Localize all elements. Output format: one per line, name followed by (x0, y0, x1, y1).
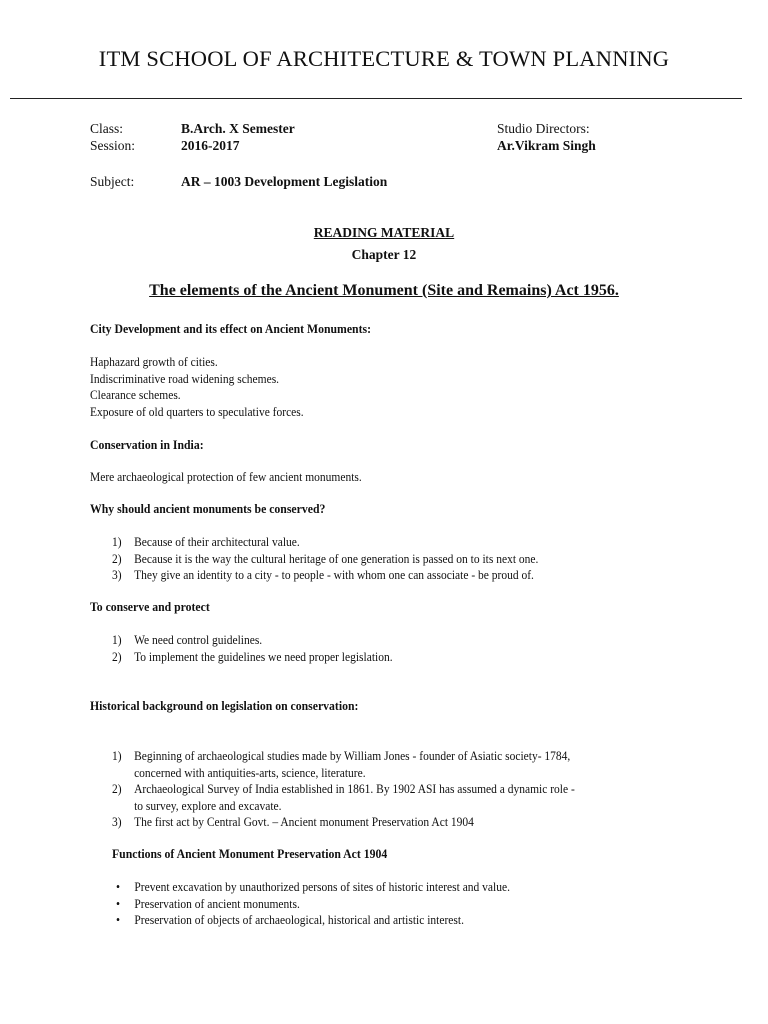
list-item-text: Because of their architectural value. (134, 535, 300, 549)
list-item-text: Beginning of archaeological studies made by William Jones - founder of Asiatic society- 1784, (134, 749, 571, 763)
class-value: B.Arch. X Semester (181, 121, 295, 136)
list-item-text: The first act by Central Govt. – Ancient monument Preservation Act 1904 (134, 815, 474, 829)
list-item-text: Archaeological Survey of India established in 1861. By 1902 ASI has assumed a dynamic role - (134, 782, 575, 796)
list-item-text-continued: concerned with antiquities-arts, science, literature. (134, 765, 366, 780)
list-number: 2) (112, 782, 122, 796)
list-number: 3) (112, 815, 122, 829)
list-item (112, 814, 575, 831)
bullet-icon: • (116, 880, 121, 894)
list-item-text: Prevent excavation by unauthorized persons of sites of historic interest and value. (134, 880, 510, 894)
section-heading-why-conserve: Why should ancient monuments be conserved? (90, 502, 326, 516)
list-item: Indiscriminative road widening schemes. (90, 371, 280, 386)
class-label: Class: (90, 121, 124, 136)
chapter-label: Chapter 12 (351, 247, 417, 262)
why-conserve-list (112, 534, 701, 584)
list-item: Clearance schemes. (90, 388, 181, 402)
section-heading-city-development: City Development and its effect on Ancient Monuments: (90, 322, 372, 336)
list-item-text: We need control guidelines. (134, 633, 263, 647)
list-number: 1) (112, 535, 122, 549)
reading-material-heading: READING MATERIAL (313, 225, 455, 240)
list-item (112, 567, 701, 584)
list-item (116, 896, 510, 913)
section-heading-conserve-protect: To conserve and protect (90, 600, 210, 614)
functions-bullet-list (116, 879, 510, 929)
list-item: Exposure of old quarters to speculative forces. (90, 404, 304, 419)
city-development-list (90, 354, 304, 420)
subject-label: Subject: (90, 174, 135, 189)
list-item (112, 781, 575, 814)
subject-value: AR – 1003 Development Legislation (181, 174, 388, 189)
list-item (112, 649, 393, 666)
conserve-protect-list (112, 632, 393, 665)
list-item-text: Preservation of objects of archaeological, historical and artistic interest. (134, 913, 464, 927)
list-number: 2) (112, 649, 122, 664)
page-title: ITM SCHOOL OF ARCHITECTURE & TOWN PLANNING (98, 46, 670, 71)
session-label: Session: (90, 138, 136, 153)
list-item-text: To implement the guidelines we need proper legislation. (134, 649, 393, 664)
list-item (112, 534, 701, 551)
list-item: Haphazard growth of cities. (90, 355, 218, 369)
list-item-text-continued: to survey, explore and excavate. (134, 798, 282, 813)
studio-directors-value: Ar.Vikram Singh (497, 138, 596, 153)
list-item (116, 912, 510, 929)
header-divider (10, 98, 742, 99)
bullet-icon: • (116, 896, 121, 911)
list-item (112, 551, 701, 568)
session-value: 2016-2017 (181, 138, 240, 153)
historical-list (112, 748, 575, 831)
list-number: 1) (112, 633, 122, 647)
studio-directors-label: Studio Directors: (497, 121, 590, 136)
list-item-text: Preservation of ancient monuments. (134, 896, 300, 911)
list-item-text: Because it is the way the cultural heritage of one generation is passed on to its next one. (134, 551, 539, 566)
bullet-icon: • (116, 913, 121, 927)
list-item-text: They give an identity to a city - to people - with whom one can associate - be proud of. (134, 568, 534, 582)
list-number: 1) (112, 749, 122, 763)
list-number: 3) (112, 568, 122, 582)
list-item (112, 632, 393, 649)
document-title: The elements of the Ancient Monument (Site and Remains) Act 1956. (149, 282, 619, 299)
conservation-india-text: Mere archaeological protection of few ancient monuments. (90, 470, 362, 484)
list-number: 2) (112, 551, 122, 566)
section-heading-historical-background: Historical background on legislation on conservation: (90, 699, 359, 713)
list-item (116, 879, 510, 896)
section-heading-functions: Functions of Ancient Monument Preservation Act 1904 (112, 847, 388, 861)
list-item (112, 748, 575, 781)
section-heading-conservation-india: Conservation in India: (90, 438, 204, 452)
